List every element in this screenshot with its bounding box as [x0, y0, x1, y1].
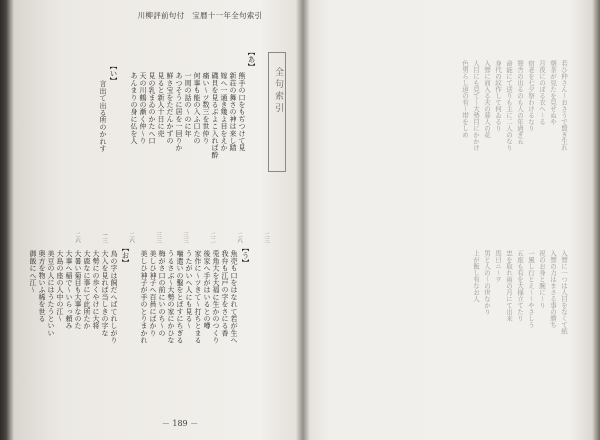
index-entry: 嫁へ一通き幾よ目をえか: [220, 72, 228, 152]
index-entry: あつそうに居を一回りか: [175, 72, 183, 152]
index-entry: 月夜にのぼる衣へ〜る: [538, 60, 546, 125]
item-number: 二六: [128, 232, 134, 243]
index-entry: うたがいへ人にも見る〜: [185, 250, 193, 330]
running-header: 川柳評前句付 宝暦十一年全句索引: [137, 11, 263, 20]
index-entry: うるさぶ〜大勢の家にかひな: [167, 250, 175, 344]
index-entry: 大鹿なに事にて此所たか: [83, 250, 91, 330]
index-entry: 魚売も口をはなれて若が生へ: [230, 250, 238, 344]
index-entry: 噛遣いの鑿をとぼすにちぎる: [176, 250, 184, 344]
index-entry: 忠を取れ雨の月にて出来: [505, 250, 513, 322]
item-number: 一三: [101, 232, 107, 243]
index-entry: 大島の座の人中の江〜: [56, 250, 64, 322]
index-entry: 身代の紋作して何ゐるり: [494, 60, 502, 132]
index-entry: 色男らし道の有〜帯をしめ: [461, 60, 469, 138]
index-entry: 天の川鶴の漸く仲〜り: [139, 72, 147, 144]
section-u-heading: 【う】: [241, 244, 250, 267]
index-entry: 一周の話の〜のに年: [184, 72, 192, 137]
index-entry: 入聟に一つは人目をなくて紙: [560, 250, 568, 335]
index-entry: 美豆の人にはうたうといい: [47, 250, 55, 337]
section-i-heading: 【い】: [109, 62, 118, 85]
index-entry: 一風し行とえ〜〜やさしう: [527, 250, 535, 328]
index-entry: 美しひ神子が手のとりまかれ: [140, 250, 148, 344]
index-entry: 兎角大を大福に生かのつくり: [212, 250, 220, 344]
index-entry: 人目にも見て〜大勢目にかかけ: [472, 60, 480, 151]
index-entry: 入聟の力はまさる事の勝ち: [549, 250, 557, 328]
index-entry: 若ひ仲さん〜おさうで賢き生れ: [560, 60, 568, 151]
index-entry: 鮮さ宝をただんかずの: [166, 72, 174, 144]
index-entry: 大入を見れば当しきの字な: [101, 250, 109, 337]
index-entry: 見の乳まゐのかたへ口: [148, 72, 156, 144]
index-entry: 見ると新人十日に売: [157, 72, 165, 137]
book-gutter: [296, 0, 310, 440]
index-entry: 大事へ稲で〜いらっ頼み: [65, 250, 73, 330]
index-entry: 我弁も江戸の字をさにる香: [221, 250, 229, 337]
index-entry: 馬日ニ〜ヲ: [494, 250, 502, 283]
index-entry: 御飯にへ江〜: [29, 250, 37, 294]
index-entry: 新荘の舞さの神は来し踏: [229, 72, 237, 152]
index-entry: 言出て出る所のかれす: [99, 80, 107, 152]
index-entry: あんまりの身に仏を人: [130, 72, 138, 144]
index-entry: 家作に〜ツきて〜打ちとまる: [194, 250, 202, 344]
item-number: 二六: [74, 232, 80, 243]
section-a-heading: 【あ】: [247, 48, 256, 71]
index-entry: 上が飯し有なお人: [472, 250, 480, 302]
index-entry: 奥方を物いふ稀を世る: [38, 250, 46, 322]
index-entry: 後家へ手がはいるとの噂: [203, 250, 211, 330]
section-o-heading: 【お】: [121, 244, 130, 267]
index-entry: 梅がさ口の前にいのち〜の: [158, 250, 166, 337]
item-number: 二六: [236, 232, 242, 243]
item-number: 二三: [263, 232, 269, 243]
index-entry: 命能にて送りも主に二人のなり: [505, 60, 513, 151]
index-entry: 宿老を七夕祭わけるなり: [527, 60, 535, 132]
index-entry: 烏の字は飼だへばてれしがり: [110, 250, 118, 344]
item-number: 三三: [182, 232, 188, 243]
index-entry: 痛い〜ツ数三を世仲り: [202, 72, 210, 144]
index-entry: 熊手の口をもぢつけて見: [238, 72, 246, 152]
index-entry: 聟舎の出るのも人の年過ぎ五: [516, 60, 524, 145]
index-entry: 大勢にの歩くやけに大将: [92, 250, 100, 330]
page-number: － 189 －: [161, 419, 199, 428]
index-entry: 祝のお身と腕に〜り: [538, 250, 546, 309]
index-entry: 美しひ神子へ百員にばかり: [149, 250, 157, 337]
index-entry: 男と人の〜の世なかり: [483, 250, 491, 315]
item-number: 二二: [209, 232, 215, 243]
index-title: 全句索引: [273, 67, 283, 115]
index-entry: 入聟に商入る夫の暮人の花: [483, 60, 491, 138]
index-entry: 何事も能の入ふ口たの: [193, 72, 201, 144]
index-title-box: [268, 52, 286, 172]
index-entry: 大暑い菊目も大事なのた: [74, 250, 82, 330]
index-entry: 五座も有を大様立てたり: [516, 250, 524, 322]
index-entry: 磯貝を見るぶよこ入れば酔: [211, 72, 219, 159]
item-number: 三三: [155, 232, 161, 243]
index-entry: 朝茶が見たを見せぬや: [549, 60, 557, 125]
